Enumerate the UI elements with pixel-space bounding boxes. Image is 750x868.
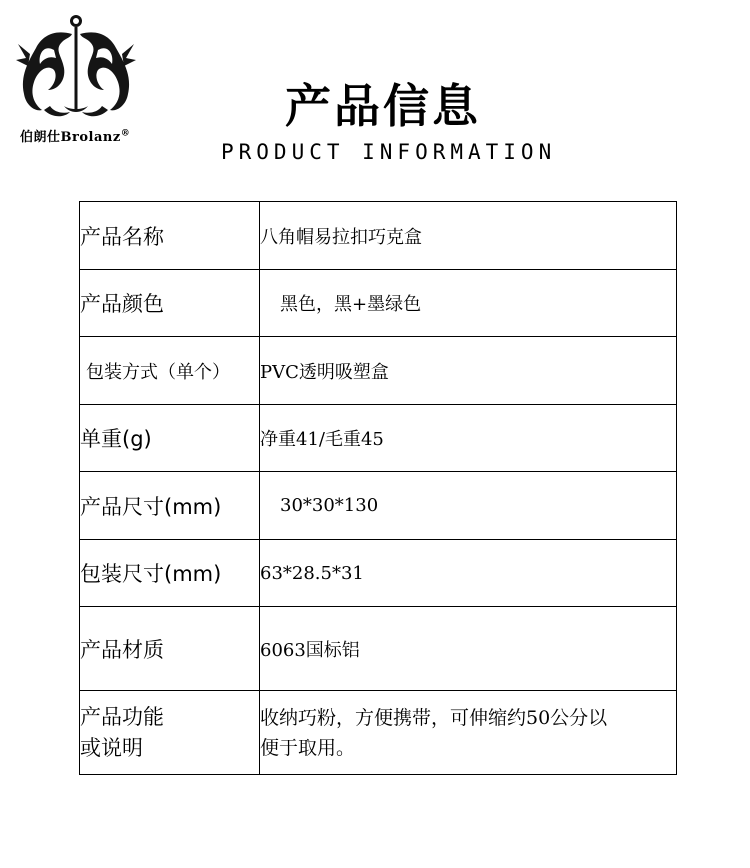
row-value: 黑色，黑+墨绿色 [260, 270, 677, 337]
table-row [80, 270, 677, 337]
row-label-line: 或说明 [80, 735, 143, 760]
row-label: 产品名称 [80, 202, 260, 270]
row-value: PVC透明吸塑盒 [260, 337, 677, 405]
row-value [260, 691, 677, 775]
row-value: 30*30*130 [260, 472, 677, 540]
row-value: 八角帽易拉扣巧克盒 [260, 202, 677, 270]
row-label: 包装方式（单个） [80, 337, 260, 405]
row-value-line: 收纳巧粉，方便携带，可伸缩约50公分以 [260, 706, 608, 729]
registered-mark: ® [120, 128, 131, 139]
table-row [80, 202, 677, 270]
row-label: 产品尺寸(mm) [80, 472, 260, 540]
row-label-line: 产品功能 [80, 704, 164, 729]
table-row [80, 607, 677, 691]
row-value-line: 便于取用。 [260, 736, 356, 759]
page-title: 产品信息 [285, 79, 481, 133]
row-label: 单重(g) [80, 405, 260, 472]
page-subtitle: PRODUCT INFORMATION [221, 140, 557, 164]
table-row [80, 337, 677, 405]
row-value: 6063国标铝 [260, 607, 677, 691]
table-row [80, 540, 677, 607]
table-row [80, 472, 677, 540]
product-info-table [79, 201, 677, 775]
row-value: 63*28.5*31 [260, 540, 677, 607]
row-label: 产品材质 [80, 607, 260, 691]
row-label: 产品颜色 [80, 270, 260, 337]
table-row [80, 691, 677, 775]
table-row [80, 405, 677, 472]
row-label [80, 691, 260, 775]
row-label: 包装尺寸(mm) [80, 540, 260, 607]
brand-name: 伯朗仕Brolanz® [20, 128, 131, 145]
row-value: 净重41/毛重45 [260, 405, 677, 472]
